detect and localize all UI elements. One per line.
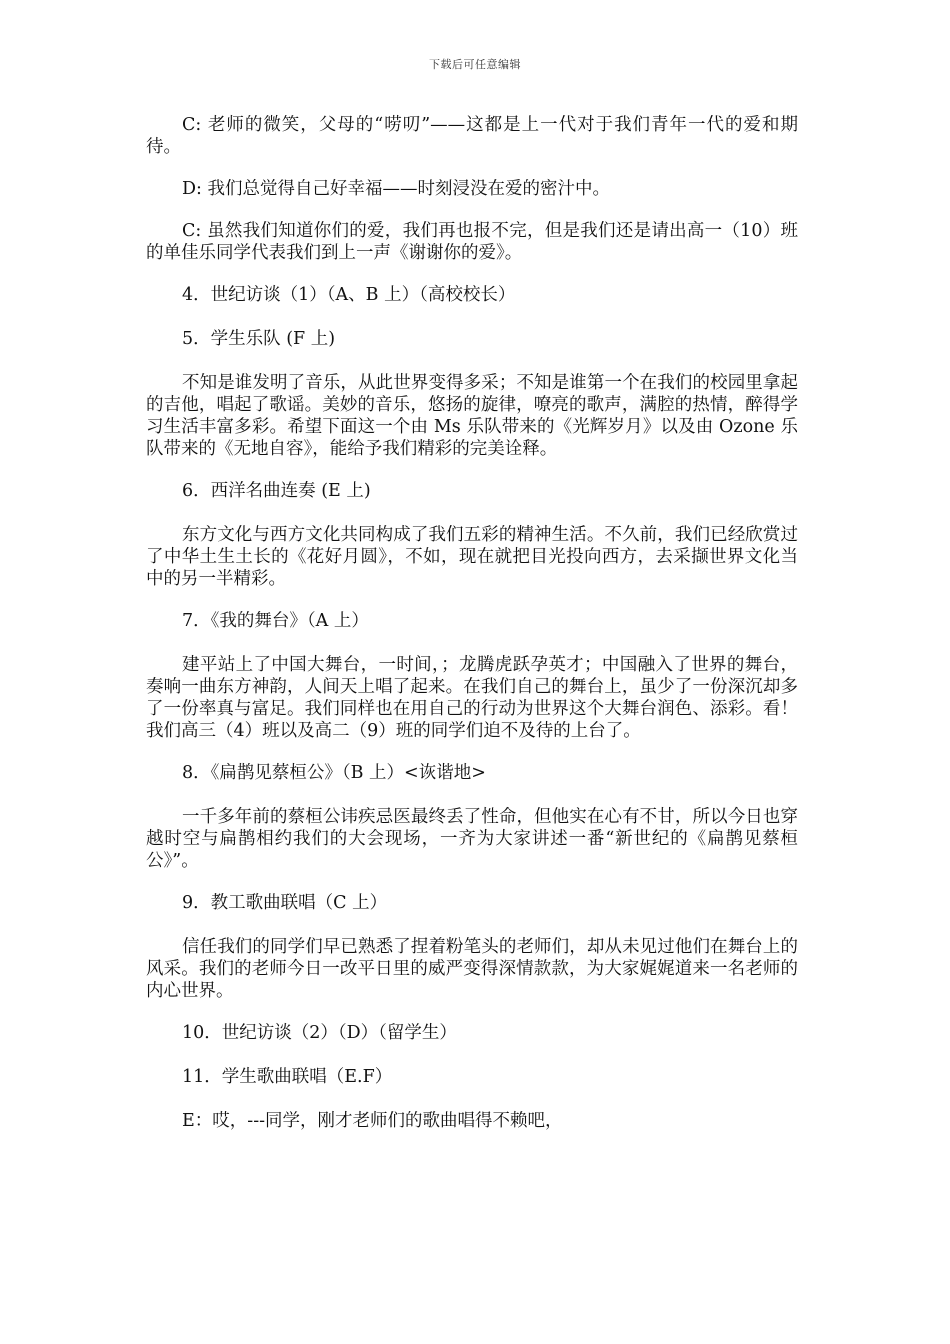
program-item-10: 10．世纪访谈（2）（D）（留学生） (182, 1023, 457, 1043)
paragraph-band-intro: 不知是谁发明了音乐，从此世界变得多采；不知是谁第一个在我们的校园里拿起的吉他，唱起了歌谣。美妙的音乐，悠扬的旋律，嘹亮的歌声，满腔的热情，醉得学习生活丰富多彩。希望下面这一个由 Ms 乐队带来的《光辉岁月》以及由 Ozone 乐队带来的《无地自容》，能给予我们精彩的完美诠释。 (146, 373, 798, 459)
paragraph-western-music-intro: 东方文化与西方文化共同构成了我们五彩的精神生活。不久前，我们已经欣赏过了中华土生土长的《花好月圆》，不如，现在就把目光投向西方，去采撷世界文化当中的另一半精彩。 (146, 525, 798, 589)
document-body (146, 114, 798, 1152)
program-item-7: 7．《我的舞台》（A 上） (182, 611, 369, 631)
page-header: 下载后可任意编辑 (429, 58, 521, 71)
paragraph-d-happiness: D: 我们总觉得自己好幸福——时刻浸没在爱的密汁中。 (182, 179, 610, 199)
paragraph-teachers-song-intro: 信任我们的同学们早已熟悉了捏着粉笔头的老师们，却从未见过他们在舞台上的风采。我们的老师今日一改平日里的威严变得深情款款，为大家娓娓道来一名老师的内心世界。 (146, 937, 798, 1001)
paragraph-c-invite-singer: C: 虽然我们知道你们的爱，我们再也报不完，但是我们还是请出高一（10）班的单佳乐同学代表我们到上一声《谢谢你的爱》。 (146, 221, 798, 263)
paragraph-c-teacher-smile: C: 老师的微笑，父母的“唠叨”——这都是上一代对于我们青年一代的爱和期待。 (146, 115, 798, 157)
program-item-11: 11．学生歌曲联唱（E.F） (182, 1067, 393, 1087)
program-item-4: 4．世纪访谈（1）（A、B 上）（高校校长） (182, 285, 516, 305)
paragraph-e-dialogue: E：哎，---同学，刚才老师们的歌曲唱得不赖吧， (182, 1111, 563, 1131)
program-item-5: 5．学生乐队 (F 上) (182, 329, 336, 349)
program-item-9: 9．教工歌曲联唱（C 上） (182, 893, 388, 913)
paragraph-my-stage-intro: 建平站上了中国大舞台，一时间，；龙腾虎跃孕英才；中国融入了世界的舞台，奏响一曲东方神韵，人间天上唱了起来。在我们自己的舞台上，虽少了一份深沉却多了一份率真与富足。我们同样也在用自己的行动为世界这个大舞台润色、添彩。看！我们高三（4）班以及高二（9）班的同学们迫不及待的上台了。 (146, 655, 798, 741)
program-item-8: 8．《扁鹊见蔡桓公》（B 上）<诙谐地> (182, 763, 486, 783)
paragraph-bianque-intro: 一千多年前的蔡桓公讳疾忌医最终丢了性命，但他实在心有不甘，所以今日也穿越时空与扁鹊相约我们的大会现场，一齐为大家讲述一番“新世纪的《扁鹊见蔡桓公》”。 (146, 807, 798, 871)
program-item-6: 6．西洋名曲连奏 (E 上) (182, 481, 371, 501)
